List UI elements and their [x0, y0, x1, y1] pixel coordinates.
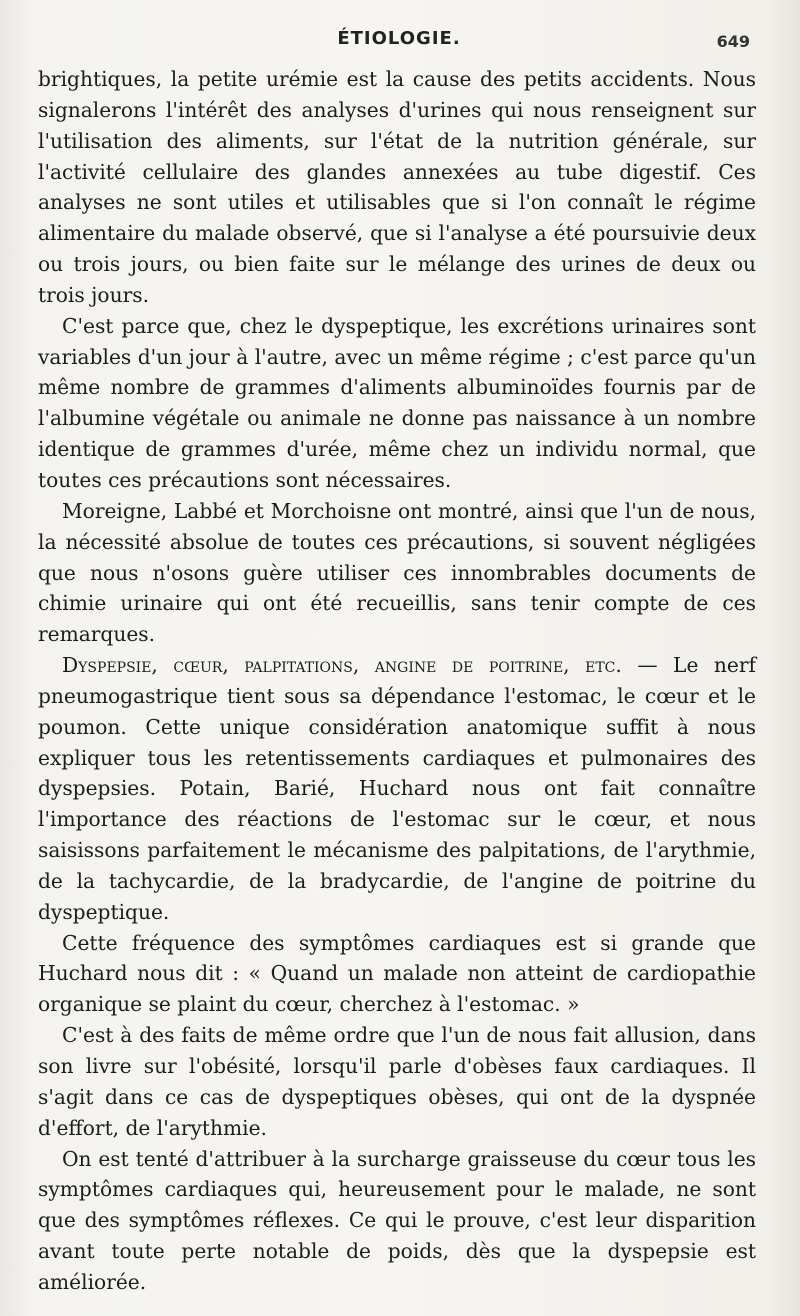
paragraph-5: Cette fréquence des symptômes cardiaques est si grande que Huchard nous dit : « Quand un malade non atteint de cardiopathie organique se plaint du cœur, cherchez à l'estomac. »: [38, 930, 756, 1017]
heading-dash: —: [621, 653, 674, 678]
paragraph-3: Moreigne, Labbé et Morchoisne ont montré, ainsi que l'un de nous, la nécessité absolue de toutes ces précautions, si souvent négligées que nous n'osons guère utiliser ces innombrables documents de chimie urinaire qui ont été recueillis, sans tenir compte de ces remarques.: [38, 498, 756, 647]
running-title: ÉTIOLOGIE.: [337, 28, 461, 49]
page-header: [38, 28, 760, 58]
paragraph-4: [38, 650, 756, 928]
paragraph-4-text: Le nerf pneumogastrique tient sous sa dépendance l'estomac, le cœur et le poumon. Cette unique considération anatomique suffit à nous expliquer tous les retentissements cardiaques et pulmonaires des dyspepsies. Potain, Barié, Huchard nous ont fait connaître l'importance des réactions de l'estomac sur le cœur, et nous saisissons parfaitement le mécanisme des palpitations, de l'arythmie, de la tachycardie, de la bradycardie, de l'angine de poitrine du dyspeptique.: [38, 653, 756, 924]
paragraph-1: brightiques, la petite urémie est la cause des petits accidents. Nous signalerons l'intérêt des analyses d'urines qui nous renseignent sur l'utilisation des aliments, sur l'état de la nutrition générale, sur l'activité cellulaire des glandes annexées au tube digestif. Ces analyses ne sont utiles et utilisables que si l'on connaît le régime alimentaire du malade observé, que si l'analyse a été poursuivie deux ou trois jours, ou bien faite sur le mélange des urines de deux ou trois jours.: [38, 67, 756, 307]
body-text: [38, 64, 756, 1298]
page-number: 649: [716, 32, 750, 51]
section-heading: Dyspepsie, cœur, palpitations, angine de poitrine, etc.: [62, 653, 622, 678]
paragraph-2: C'est parce que, chez le dyspeptique, les excrétions urinaires sont variables d'un jour à l'autre, avec un même régime ; c'est parce qu'un même nombre de grammes d'aliments albuminoïdes fournis par de l'albumine végétale ou animale ne donne pas naissance à un nombre identique de grammes d'urée, même chez un individu normal, que toutes ces précautions sont nécessaires.: [38, 313, 756, 492]
paragraph-6: C'est à des faits de même ordre que l'un de nous fait allusion, dans son livre sur l'obésité, lorsqu'il parle d'obèses faux cardiaques. Il s'agit dans ce cas de dyspeptiques obèses, qui ont de la dyspnée d'effort, de l'arythmie.: [38, 1023, 756, 1140]
paragraph-7: On est tenté d'attribuer à la surcharge graisseuse du cœur tous les symptômes cardiaques qui, heureusement pour le malade, ne sont que des symptômes réflexes. Ce qui le prouve, c'est leur disparition avant toute perte notable de poids, dès que la dyspepsie est améliorée.: [38, 1146, 756, 1294]
